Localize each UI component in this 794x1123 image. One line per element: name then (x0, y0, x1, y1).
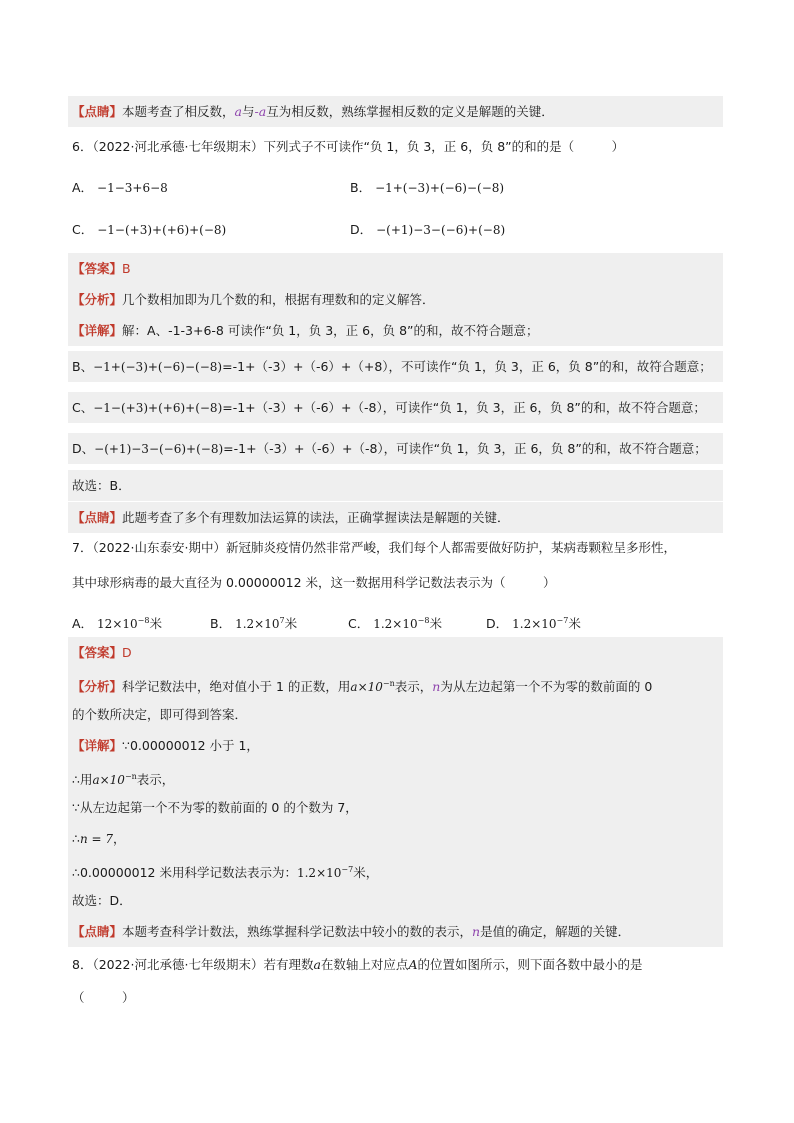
q6-option-d: D． −(+1)−3−(−6)+(−8) (350, 222, 506, 237)
q5-remark: 【点睛】本题考查了相反数，a与-a互为相反数，熟练掌握相反数的定义是解题的关键． (68, 96, 723, 127)
remark-tag: 【点睛】 (72, 104, 123, 119)
q7-answer: 【答案】D (68, 637, 723, 668)
q6-detail-d: D、−(+1)−3−(−6)+(−8)=-1+（-3）+（-6）+（-8），可读作“负 1，负 3，正 6，负 8”的和，故不符合题意； (68, 433, 723, 464)
answer-value: B (122, 261, 131, 276)
q6-detail-a: 【详解】解：A、-1-3+6-8 可读作“负 1，负 3，正 6，负 8”的和，故不符合题意； (68, 315, 723, 346)
q7-analysis-line2: 的个数所决定，即可得到答案． (68, 699, 723, 730)
q7-option-c: C． $1.2\times 10^{-8}$米 (348, 616, 442, 632)
q7-stem-line1: 7．（2022·山东泰安·期中）新冠肺炎疫情仍然非常严峻，我们每个人都需要做好防护，某病毒颗粒呈多形性， (72, 540, 676, 555)
q6-detail-b: B、−1+(−3)+(−6)−(−8)=-1+（-3）+（-6）+（+8），不可读作“负 1，负 3，正 6，负 8”的和，故符合题意； (68, 351, 723, 382)
q6-analysis: 【分析】几个数相加即为几个数的和，根据有理数和的定义解答． (68, 284, 723, 315)
q7-detail-1: 【详解】∵0.00000012 小于 1， (68, 730, 723, 761)
q6-choose: 故选：B． (68, 470, 723, 501)
q7-remark: 【点睛】本题考查科学计数法，熟练掌握科学记数法中较小的数的表示，n是值的确定，解题的关键． (68, 916, 723, 947)
q7-detail-4: ∴n = 7， (68, 823, 723, 854)
q7-stem-line2: 其中球形病毒的最大直径为 0.00000012 米，这一数据用科学记数法表示为（ ） (72, 575, 556, 590)
q8-stem-line2: （ ） (72, 990, 135, 1005)
q7-option-b: B． $1.2\times 10^7$米 (210, 616, 298, 632)
q7-analysis-line1: 【分析】科学记数法中，绝对值小于 1 的正数，用$a\times 10^{-n}$表示，n为从左边起第一个不为零的数前面的 0 (68, 668, 723, 699)
q6-answer: 【答案】B (68, 253, 723, 284)
q7-detail-5: ∴0.00000012 米用科学记数法表示为：$1.2\times 10^{-7}$米， (68, 854, 723, 885)
q6-remark: 【点睛】此题考查了多个有理数加法运算的读法，正确掌握读法是解题的关键． (68, 502, 723, 533)
answer-value: D (122, 645, 132, 660)
q8-stem-line1: 8．（2022·河北承德·七年级期末）若有理数a在数轴上对应点A的位置如图所示，则下面各数中最小的是 (72, 957, 643, 972)
q7-detail-3: ∵从左边起第一个不为零的数前面的 0 的个数为 7， (68, 792, 723, 823)
q7-detail-2: ∴用$a\times 10^{-n}$表示， (68, 761, 723, 792)
q6-option-a: A． −1−3+6−8 (72, 180, 168, 195)
q6-option-c: C． −1−(+3)+(+6)+(−8) (72, 222, 227, 237)
q6-option-b: B． −1+(−3)+(−6)−(−8) (350, 180, 505, 195)
q6-stem: 6．（2022·河北承德·七年级期末）下列式子不可读作“负 1，负 3，正 6，负 8”的和的是（ ） (72, 139, 625, 154)
q7-option-d: D． $1.2\times 10^{-7}$米 (486, 616, 581, 632)
q6-detail-c: C、−1−(+3)+(+6)+(−8)=-1+（-3）+（-6）+（-8），可读作“负 1，负 3，正 6，负 8”的和，故不符合题意； (68, 392, 723, 423)
q7-choose: 故选：D． (68, 885, 723, 916)
q7-option-a: A． $12\times 10^{-8}$米 (72, 616, 162, 632)
